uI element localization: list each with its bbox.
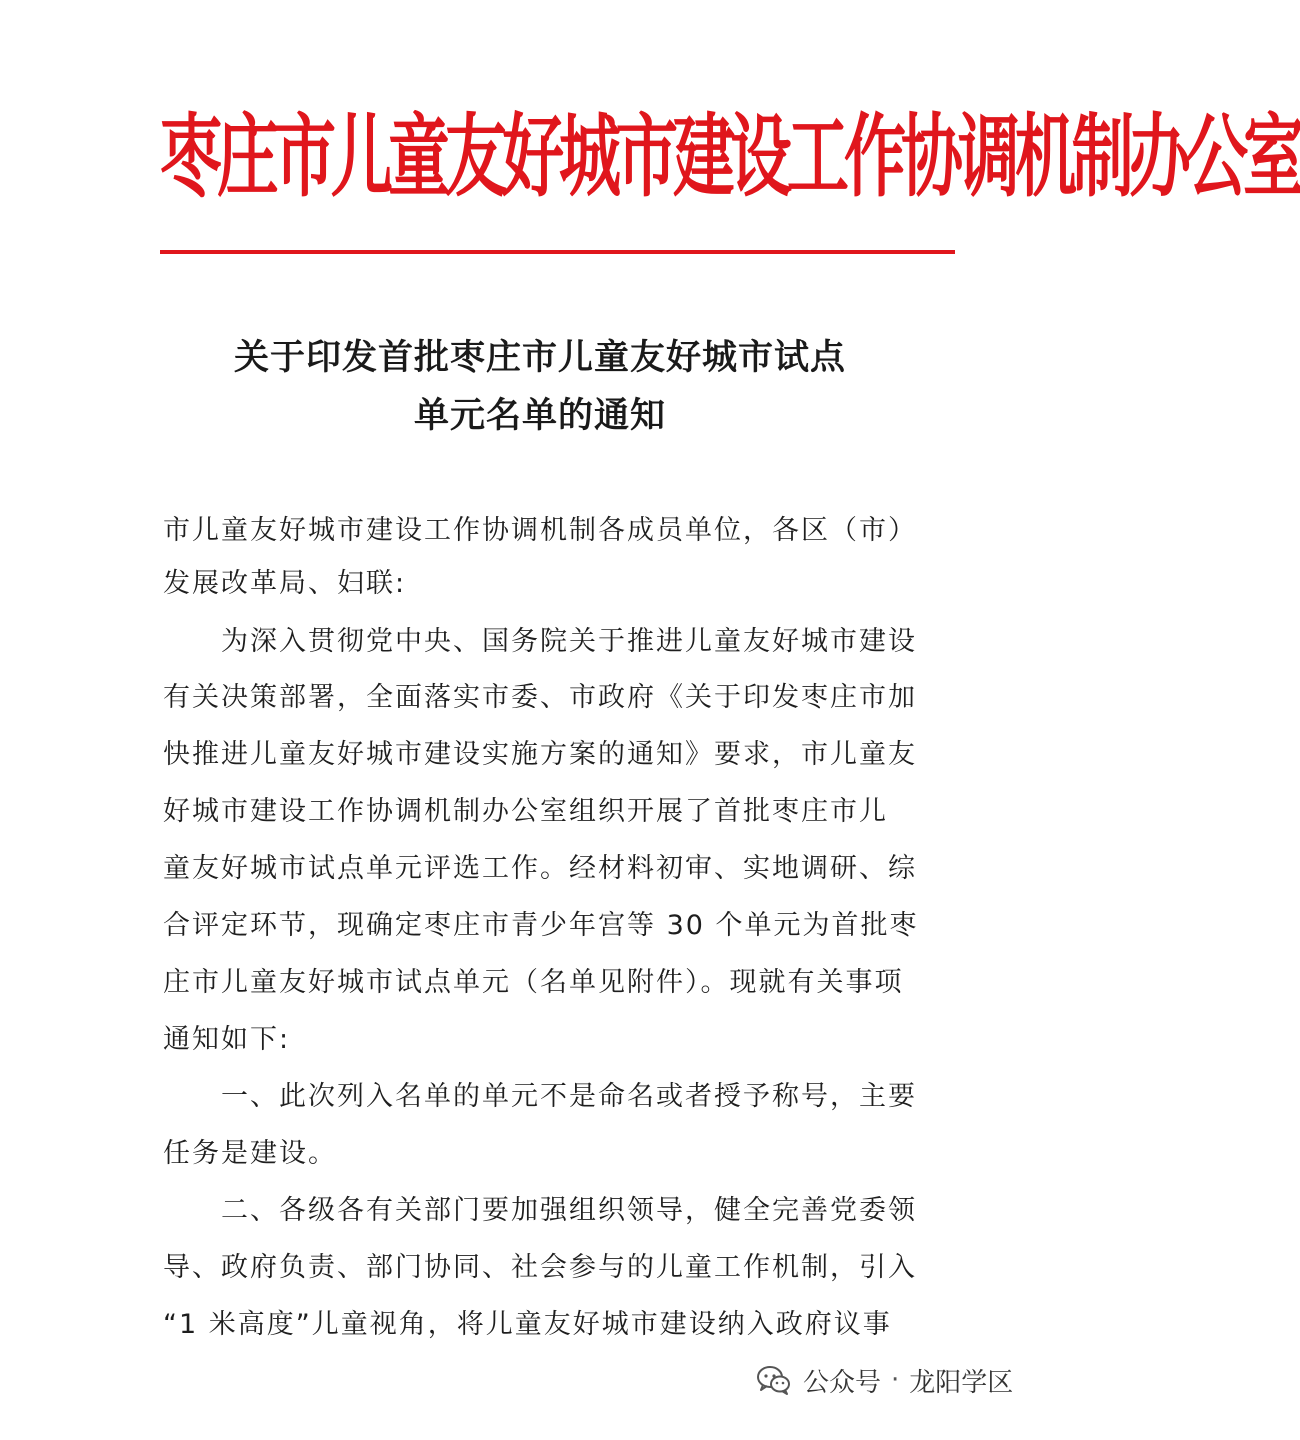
wechat-icon bbox=[757, 1365, 791, 1395]
body-line: 快推进儿童友好城市建设实施方案的通知》要求，市儿童友 bbox=[163, 739, 917, 770]
body-line: 庄市儿童友好城市试点单元（名单见附件）。现就有关事项 bbox=[163, 967, 904, 998]
body-line: 导、政府负责、部门协同、社会参与的儿童工作机制，引入 bbox=[163, 1252, 917, 1283]
body-line: 为深入贯彻党中央、国务院关于推进儿童友好城市建设 bbox=[163, 626, 917, 657]
body-line: 任务是建设。 bbox=[163, 1138, 337, 1169]
body-line: 好城市建设工作协调机制办公室组织开展了首批枣庄市儿 bbox=[163, 796, 888, 827]
body-line: 有关决策部署，全面落实市委、市政府《关于印发枣庄市加 bbox=[163, 682, 917, 713]
footer-platform-label: 公众号 bbox=[803, 1367, 882, 1398]
body-line: 一、此次列入名单的单元不是命名或者授予称号，主要 bbox=[163, 1081, 917, 1112]
body-line: 通知如下: bbox=[163, 1024, 291, 1055]
body-line: 合评定环节，现确定枣庄市青少年宫等 30 个单元为首批枣 bbox=[163, 910, 919, 941]
body-line: 市儿童友好城市建设工作协调机制各成员单位，各区（市） bbox=[163, 515, 917, 546]
body-line: 二、各级各有关部门要加强组织领导，健全完善党委领 bbox=[163, 1195, 917, 1226]
body-line: 童友好城市试点单元评选工作。经材料初审、实地调研、综 bbox=[163, 853, 917, 884]
body-line: 发展改革局、妇联: bbox=[163, 568, 407, 599]
document-title-line-2: 单元名单的通知 bbox=[413, 395, 666, 436]
wechat-watermark bbox=[757, 1360, 1013, 1400]
footer-separator: · bbox=[891, 1365, 900, 1395]
footer-account-name: 龙阳学区 bbox=[909, 1367, 1014, 1398]
body-line: “1 米高度”儿童视角，将儿童友好城市建设纳入政府议事 bbox=[163, 1309, 892, 1340]
document-title-line-1: 关于印发首批枣庄市儿童友好城市试点 bbox=[233, 337, 846, 378]
red-divider-line bbox=[160, 250, 955, 254]
masthead-title: 枣庄市儿童友好城市建设工作协调机制办公室 bbox=[160, 103, 1300, 210]
